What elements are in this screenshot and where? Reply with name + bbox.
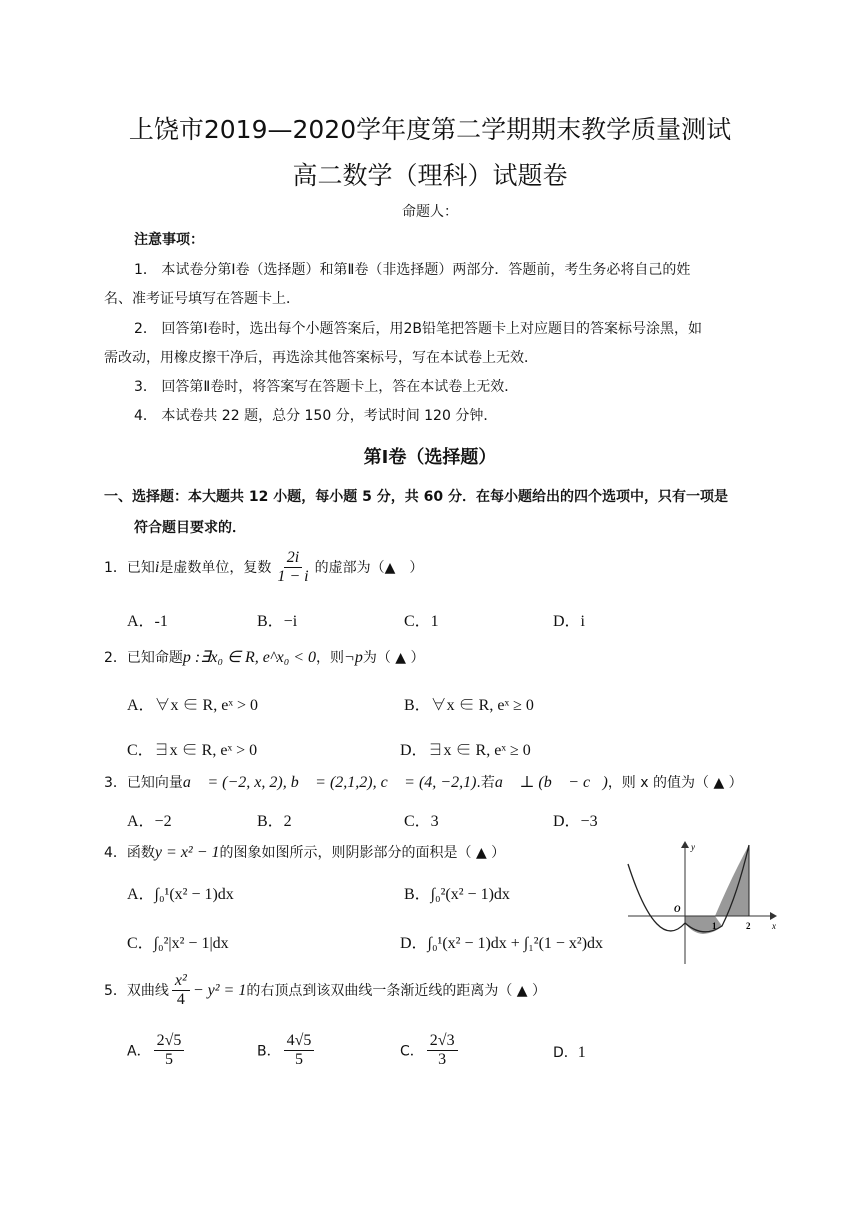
q5-option-a-den: 5	[164, 1051, 173, 1069]
q2-expr: p :∃x₀ ∈ R, e^x₀ < 0	[182, 649, 317, 666]
q5-option-d-text: 1	[577, 1044, 586, 1061]
q5-option-c-den: 3	[438, 1051, 447, 1069]
q5-option-a	[127, 1032, 187, 1070]
q1-suffix: 的虚部为（▲ ）	[314, 559, 424, 576]
q5-option-a-label: A．	[127, 1043, 151, 1060]
q1-frac-den: 1 − i	[277, 568, 309, 586]
q4-origin-label: O	[674, 904, 681, 914]
q5-fraction	[172, 972, 190, 1010]
q5-option-a-num: 2√5	[154, 1032, 185, 1051]
note-item-1-cont: 名、准考证号填写在答题卡上．	[104, 291, 300, 307]
q4-expr: y = x² − 1	[154, 844, 220, 861]
q2-mid: ，则	[316, 650, 345, 666]
question-2	[104, 647, 425, 667]
exam-title-line1: 上饶市2019—2020学年度第二学期期末教学质量测试	[128, 115, 732, 144]
q5-expr-rest: − y² = 1	[192, 981, 247, 999]
q5-option-b-den: 5	[295, 1051, 303, 1069]
q3-cond: a⃗ ⊥ (b⃗ − c⃗)	[494, 774, 608, 791]
question-4	[104, 842, 505, 862]
q1-option-b: B．−i	[257, 613, 298, 630]
q4-tick-1: 1	[712, 921, 717, 931]
q3-option-a: A．−2	[127, 813, 172, 830]
q5-option-d	[553, 1042, 586, 1062]
q4-shaded-region-right	[715, 845, 749, 916]
q4-suffix: 的图象如图所示，则阴影部分的面积是（ ▲ ）	[219, 845, 506, 861]
notes-heading: 注意事项：	[134, 232, 204, 248]
note-item-2-cont: 需改动，用橡皮擦干净后，再选涂其他答案标号，写在本试卷上无效．	[104, 350, 538, 366]
q5-option-c-fraction	[427, 1032, 458, 1070]
section-title: 第Ⅰ卷（选择题）	[363, 447, 497, 468]
q2-option-b: B．∀x ∈ R, eˣ ≥ 0	[404, 697, 534, 714]
q4-option-b: B．∫₀²(x² − 1)dx	[404, 886, 510, 903]
q3-expr: a⃗ = (−2, x, 2), b⃗ = (2,1,2), c⃗ = (4, −2,1)	[182, 774, 477, 791]
q3-mid: .若	[476, 775, 495, 791]
q5-option-c-label: C．	[400, 1043, 424, 1060]
q3-option-c: C．3	[404, 813, 439, 830]
q5-frac-num: x²	[172, 972, 190, 991]
q5-suffix: 的右顶点到该双曲线一条渐近线的距离为（ ▲ ）	[246, 982, 546, 999]
question-5	[104, 972, 546, 1010]
q4-y-label: y	[691, 842, 695, 852]
note-item-2: 2． 回答第Ⅰ卷时，选出每个小题答案后，用2B铅笔把答题卡上对应题目的答案标号涂黑，如	[134, 321, 702, 337]
section-instruction-2: 符合题目要求的．	[134, 520, 246, 536]
q5-option-a-fraction	[154, 1032, 185, 1070]
q5-option-b-fraction	[284, 1032, 315, 1070]
q1-option-c: C．1	[404, 613, 439, 630]
exam-title-line2: 高二数学（理科）试题卷	[292, 161, 568, 190]
q1-prefix: 1．已知	[104, 559, 155, 576]
q1-var: i	[154, 558, 160, 576]
q2-option-d: D．∃x ∈ R, eˣ ≥ 0	[400, 742, 531, 759]
q4-option-a: A．∫₀¹(x² − 1)dx	[127, 886, 234, 903]
q2-option-c: C．∃x ∈ R, eˣ > 0	[127, 742, 258, 759]
section-instruction-1: 一、选择题：本大题共 12 小题，每小题 5 分，共 60 分．在每小题给出的四个选项中，只有一项是	[104, 489, 728, 505]
note-item-1: 1． 本试卷分第Ⅰ卷（选择题）和第Ⅱ卷（非选择题）两部分．答题前，考生务必将自己的姓	[134, 262, 691, 278]
q1-option-d: D．i	[553, 613, 586, 630]
q1-frac-num: 2i	[284, 549, 302, 568]
q5-option-c-num: 2√3	[427, 1032, 458, 1051]
q5-option-b-label: B．	[257, 1043, 281, 1060]
q1-option-a: A．-1	[127, 613, 168, 630]
q4-x-label: x	[772, 921, 776, 931]
q4-tick-2: 2	[746, 921, 751, 931]
q3-prefix: 3．已知向量	[104, 775, 183, 791]
question-1	[104, 549, 423, 587]
q1-fraction	[274, 549, 311, 587]
q2-option-a: A．∀x ∈ R, eˣ > 0	[127, 697, 258, 714]
q5-frac-den: 4	[176, 991, 185, 1009]
q4-function-graph	[622, 836, 782, 966]
q2-neg: ¬p	[344, 649, 363, 666]
note-item-3: 3． 回答第Ⅱ卷时，将答案写在答题卡上，答在本试卷上无效．	[134, 379, 519, 395]
q4-prefix: 4．函数	[104, 845, 155, 861]
q2-suffix: 为（ ▲ ）	[362, 650, 425, 666]
q4-option-d: D．∫₀¹(x² − 1)dx + ∫₁²(1 − x²)dx	[400, 935, 604, 952]
author-line: 命题人：	[402, 204, 458, 220]
q5-option-d-label: D．	[553, 1045, 578, 1061]
q3-option-d: D．−3	[553, 813, 598, 830]
q5-prefix: 5．双曲线	[104, 982, 169, 999]
note-item-4: 4． 本试卷共 22 题，总分 150 分，考试时间 120 分钟．	[134, 408, 498, 424]
q5-option-c	[400, 1032, 461, 1070]
q4-option-c: C．∫₀²|x² − 1|dx	[127, 935, 229, 952]
q2-prefix: 2．已知命题	[104, 650, 183, 666]
question-3	[104, 772, 743, 792]
q5-option-b	[257, 1032, 317, 1070]
q3-option-b: B．2	[257, 813, 292, 830]
q1-mid: 是虚数单位，复数	[159, 559, 272, 576]
q5-option-b-num: 4√5	[284, 1032, 315, 1051]
q3-suffix: ，则 x 的值为（ ▲ ）	[607, 775, 743, 791]
